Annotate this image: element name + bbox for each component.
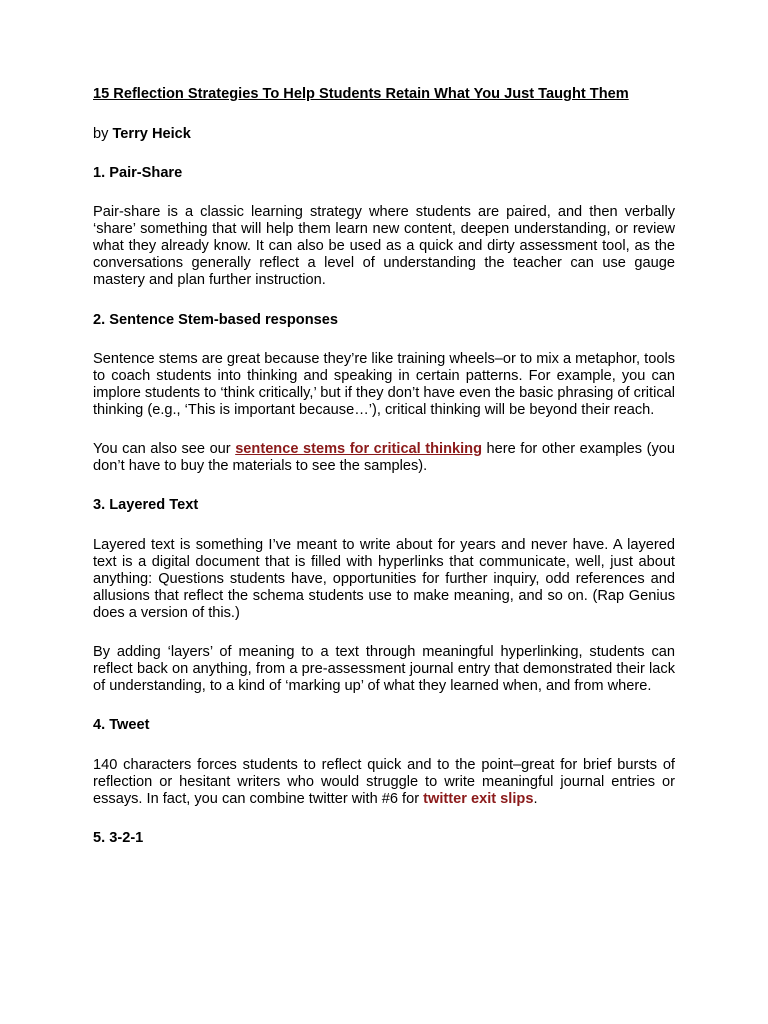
section-heading-3-2-1: 5. 3-2-1 xyxy=(93,830,144,846)
pair-share-paragraph: Pair-share is a classic learning strategy where students are paired, and then verbally ‘share’ something that will help them learn new content, deepen understanding, or review what they already know. It can also be used as a quick and dirty assessment tool, as the conversations generally reflect a level of understanding the teacher can use gauge mastery and plan further instruction. xyxy=(93,204,675,288)
link-paragraph-text-after: here for other examples (you don’t have to buy the materials to see the samples). xyxy=(93,441,675,474)
sentence-stems-link[interactable]: sentence stems for critical thinking xyxy=(235,441,482,457)
byline-prefix: by xyxy=(93,126,113,142)
byline xyxy=(93,126,675,143)
section-heading-pair-share: 1. Pair-Share xyxy=(93,165,183,181)
tweet-text-after: . xyxy=(533,791,538,807)
twitter-exit-slips-link[interactable]: twitter exit slips xyxy=(423,791,534,807)
section-heading-tweet: 4. Tweet xyxy=(93,717,150,733)
section-heading-layered-text: 3. Layered Text xyxy=(93,497,199,513)
sentence-stems-link-paragraph xyxy=(93,441,675,475)
document-page xyxy=(93,86,675,847)
sentence-stems-paragraph: Sentence stems are great because they’re like training wheels–or to mix a metaphor, tools to coach students into thinking and speaking in certain patterns. For example, you can implore students to ‘think critically,’ but if they don’t have even the basic phrasing of critical thinking (e.g., ‘This is important because…’), critical thinking will be beyond their reach. xyxy=(93,351,675,418)
layered-text-paragraph-2: By adding ‘layers’ of meaning to a text through meaningful hyperlinking, students can reflect back on anything, from a pre-assessment journal entry that demonstrated their lack of understanding, to a kind of ‘marking up’ of what they learned when, and from where. xyxy=(93,644,675,694)
section-heading-sentence-stems: 2. Sentence Stem-based responses xyxy=(93,312,338,328)
author-name: Terry Heick xyxy=(112,126,191,142)
document-title: 15 Reflection Strategies To Help Students Retain What You Just Taught Them xyxy=(93,86,629,102)
tweet-paragraph xyxy=(93,757,675,808)
layered-text-paragraph-1: Layered text is something I’ve meant to write about for years and never have. A layered text is a digital document that is filled with hyperlinks that communicate, well, just about anything: Questions students have, opportunities for further inquiry, odd references and allusions that reflect the schema students use to make meaning, and so on. (Rap Genius does a version of this.) xyxy=(93,537,675,621)
tweet-text-before: 140 characters forces students to reflect quick and to the point–great for brief bursts of reflection or hesitant writers who would struggle to write meaningful journal entries or essays. In fact, you can combine twitter with #6 for xyxy=(93,757,675,807)
link-paragraph-text-before: You can also see our xyxy=(93,441,236,457)
